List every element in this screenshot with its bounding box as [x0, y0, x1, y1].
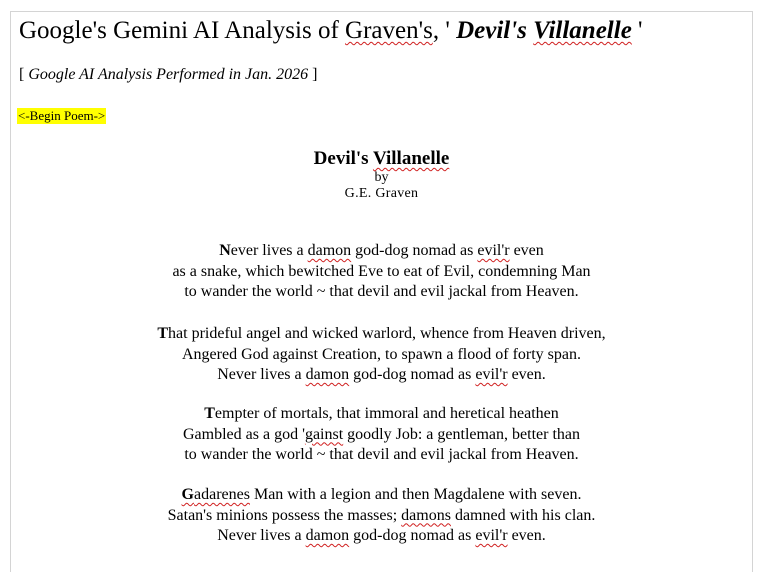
flagged-word: damon: [307, 242, 352, 259]
begin-poem-marker: <-Begin Poem->: [18, 108, 106, 123]
poem-line: [11, 282, 752, 303]
title-poem-name: [450, 17, 632, 44]
line-text: Never lives a: [217, 527, 306, 544]
line-text: Angered God against Creation, to spawn a flood of forty span.: [181, 345, 581, 363]
title-end: ': [631, 17, 643, 44]
line-text: god-dog nomad as: [349, 527, 476, 544]
stanza-3: [11, 404, 752, 466]
line-text: to wander the world ~ that devil and evil jackal from Heaven.: [184, 283, 579, 300]
line-text: Never lives a: [217, 366, 306, 383]
flagged-word: evil'r: [475, 366, 508, 383]
poem-by: by: [374, 170, 389, 185]
line-text: to wander the world ~ that devil and evil jackal from Heaven.: [184, 446, 579, 463]
poem-line: [11, 425, 752, 446]
line-text: goodly Job: a gentleman, better than: [343, 425, 580, 443]
line-text: empter of mortals, that immoral and heretical heathen: [214, 405, 559, 422]
poem-line: [11, 262, 752, 283]
flagged-word: damon: [305, 366, 350, 383]
flagged-word: evil'r: [477, 242, 510, 259]
poem-line: [11, 365, 752, 386]
poem-line: [11, 506, 752, 527]
stanza-2: [11, 324, 752, 386]
line-text: even: [509, 242, 544, 259]
document-title: [19, 16, 643, 46]
note-open-bracket: [: [19, 66, 29, 83]
poem-line: [11, 404, 752, 425]
flagged-word: gainst: [304, 425, 344, 443]
line-text: as a snake, which bewitched Eve to eat of Evil, condemning Man: [172, 262, 591, 280]
note-text: Google AI Analysis Performed in Jan. 2026: [28, 66, 309, 83]
stanza-initial: T: [157, 325, 169, 342]
flagged-word: evil'r: [475, 527, 508, 544]
flagged-word: damon: [305, 527, 350, 544]
line-text: god-dog nomad as: [349, 366, 476, 383]
poem-line: [11, 241, 752, 262]
stanza-4: [11, 485, 752, 547]
poem-line: [11, 445, 752, 466]
poem-line: [11, 324, 752, 345]
title-separator: , ': [432, 17, 450, 44]
line-text: Satan's minions possess the masses;: [167, 506, 402, 524]
poem-line: [11, 485, 752, 506]
flagged-word: damons: [401, 506, 451, 524]
analysis-note: [19, 66, 317, 84]
line-text: damned with his clan.: [450, 506, 596, 524]
stanza-initial: T: [204, 405, 215, 422]
line-text: ever lives a: [230, 242, 308, 259]
line-text: even.: [507, 366, 546, 383]
title-poem-villanelle: Villanelle: [533, 17, 632, 44]
flagged-word: Gadarenes: [181, 486, 250, 503]
poem-line: [11, 345, 752, 366]
poem-title-word: Devil's: [313, 148, 373, 169]
poem-title: [11, 148, 752, 170]
line-text: god-dog nomad as: [351, 242, 478, 259]
line-text: even.: [507, 527, 546, 544]
title-poem-word: Devil's: [449, 17, 534, 44]
poem-author: G.E. Graven: [344, 186, 419, 201]
stanza-initial: N: [219, 242, 231, 259]
line-text: Gambled as a god ': [182, 425, 305, 443]
stanza-1: [11, 241, 752, 303]
poem-line: [11, 526, 752, 547]
line-text: Man with a legion and then Magdalene with seven.: [249, 486, 582, 503]
poem-title-villanelle: Villanelle: [372, 148, 450, 169]
title-author: Graven's: [345, 17, 433, 44]
line-text: hat prideful angel and wicked warlord, whence from Heaven driven,: [168, 325, 606, 342]
document-page: [10, 11, 753, 572]
title-prefix: Google's Gemini AI Analysis of: [19, 17, 346, 44]
note-close-bracket: ]: [308, 66, 318, 83]
